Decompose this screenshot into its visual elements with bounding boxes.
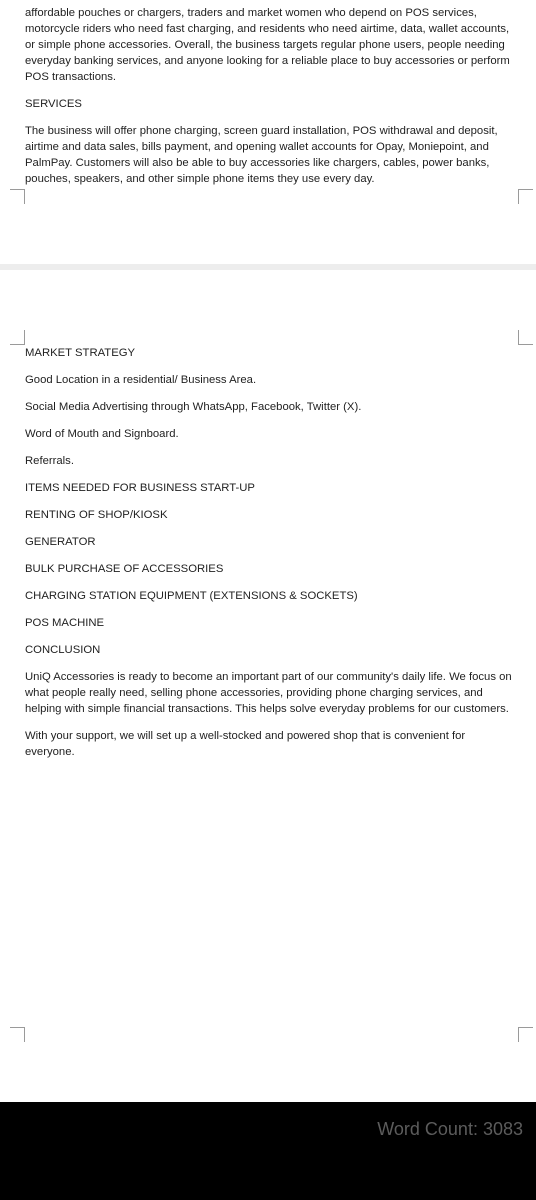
page-1-body: [25, 5, 513, 198]
conclusion-paragraph: With your support, we will set up a well-stocked and powered shop that is convenient for everyone.: [25, 730, 466, 758]
startup-item: RENTING OF SHOP/KIOSK: [25, 509, 168, 521]
page-2-body: [25, 345, 513, 771]
page-margin-corner-bottom-left: [10, 1027, 25, 1042]
services-heading: SERVICES: [25, 98, 82, 110]
items-needed-heading: ITEMS NEEDED FOR BUSINESS START-UP: [25, 482, 255, 494]
page-margin-corner-bottom-right: [518, 1027, 533, 1042]
target-market-paragraph: affordable pouches or chargers, traders and market women who depend on POS services, motorcycle riders who need fast charging, and residents who need airtime, data, wallet accounts, or simple phone accessories. Overall, the business targets regular phone users, people needing everyday banking services, and anyone looking for a reliable place to buy accessories or perform POS transactions.: [25, 7, 510, 83]
startup-item: POS MACHINE: [25, 617, 105, 629]
market-item: Referrals.: [25, 455, 74, 467]
page-margin-corner-top-left: [10, 330, 25, 345]
document-page-1[interactable]: [0, 0, 536, 264]
page-margin-corner-bottom-left: [10, 189, 25, 204]
conclusion-paragraph: UniQ Accessories is ready to become an important part of our community's daily life. We focus on what people really need, selling phone accessories, providing phone charging services, and helping with simple financial transactions. This helps solve everyday problems for our customers.: [25, 671, 512, 715]
word-count-label[interactable]: Word Count: 3083: [377, 1119, 523, 1139]
services-paragraph: The business will offer phone charging, screen guard installation, POS withdrawal and deposit, airtime and data sales, bills payment, and opening wallet accounts for Opay, Moniepoint, and PalmPay. Customers will also be able to buy accessories like chargers, cables, power banks, pouches, speakers, and other simple phone items they use every day.: [25, 125, 498, 185]
startup-item: CHARGING STATION EQUIPMENT (EXTENSIONS & SOCKETS): [25, 590, 358, 602]
status-bar: [0, 1102, 536, 1200]
market-item: Social Media Advertising through WhatsApp, Facebook, Twitter (X).: [25, 401, 362, 413]
startup-item: GENERATOR: [25, 536, 96, 548]
document-page-2[interactable]: [0, 270, 536, 1102]
market-item: Good Location in a residential/ Business Area.: [25, 374, 257, 386]
market-strategy-heading: MARKET STRATEGY: [25, 347, 136, 359]
page-margin-corner-bottom-right: [518, 189, 533, 204]
page-margin-corner-top-right: [518, 330, 533, 345]
conclusion-heading: CONCLUSION: [25, 644, 101, 656]
market-item: Word of Mouth and Signboard.: [25, 428, 179, 440]
startup-item: BULK PURCHASE OF ACCESSORIES: [25, 563, 224, 575]
